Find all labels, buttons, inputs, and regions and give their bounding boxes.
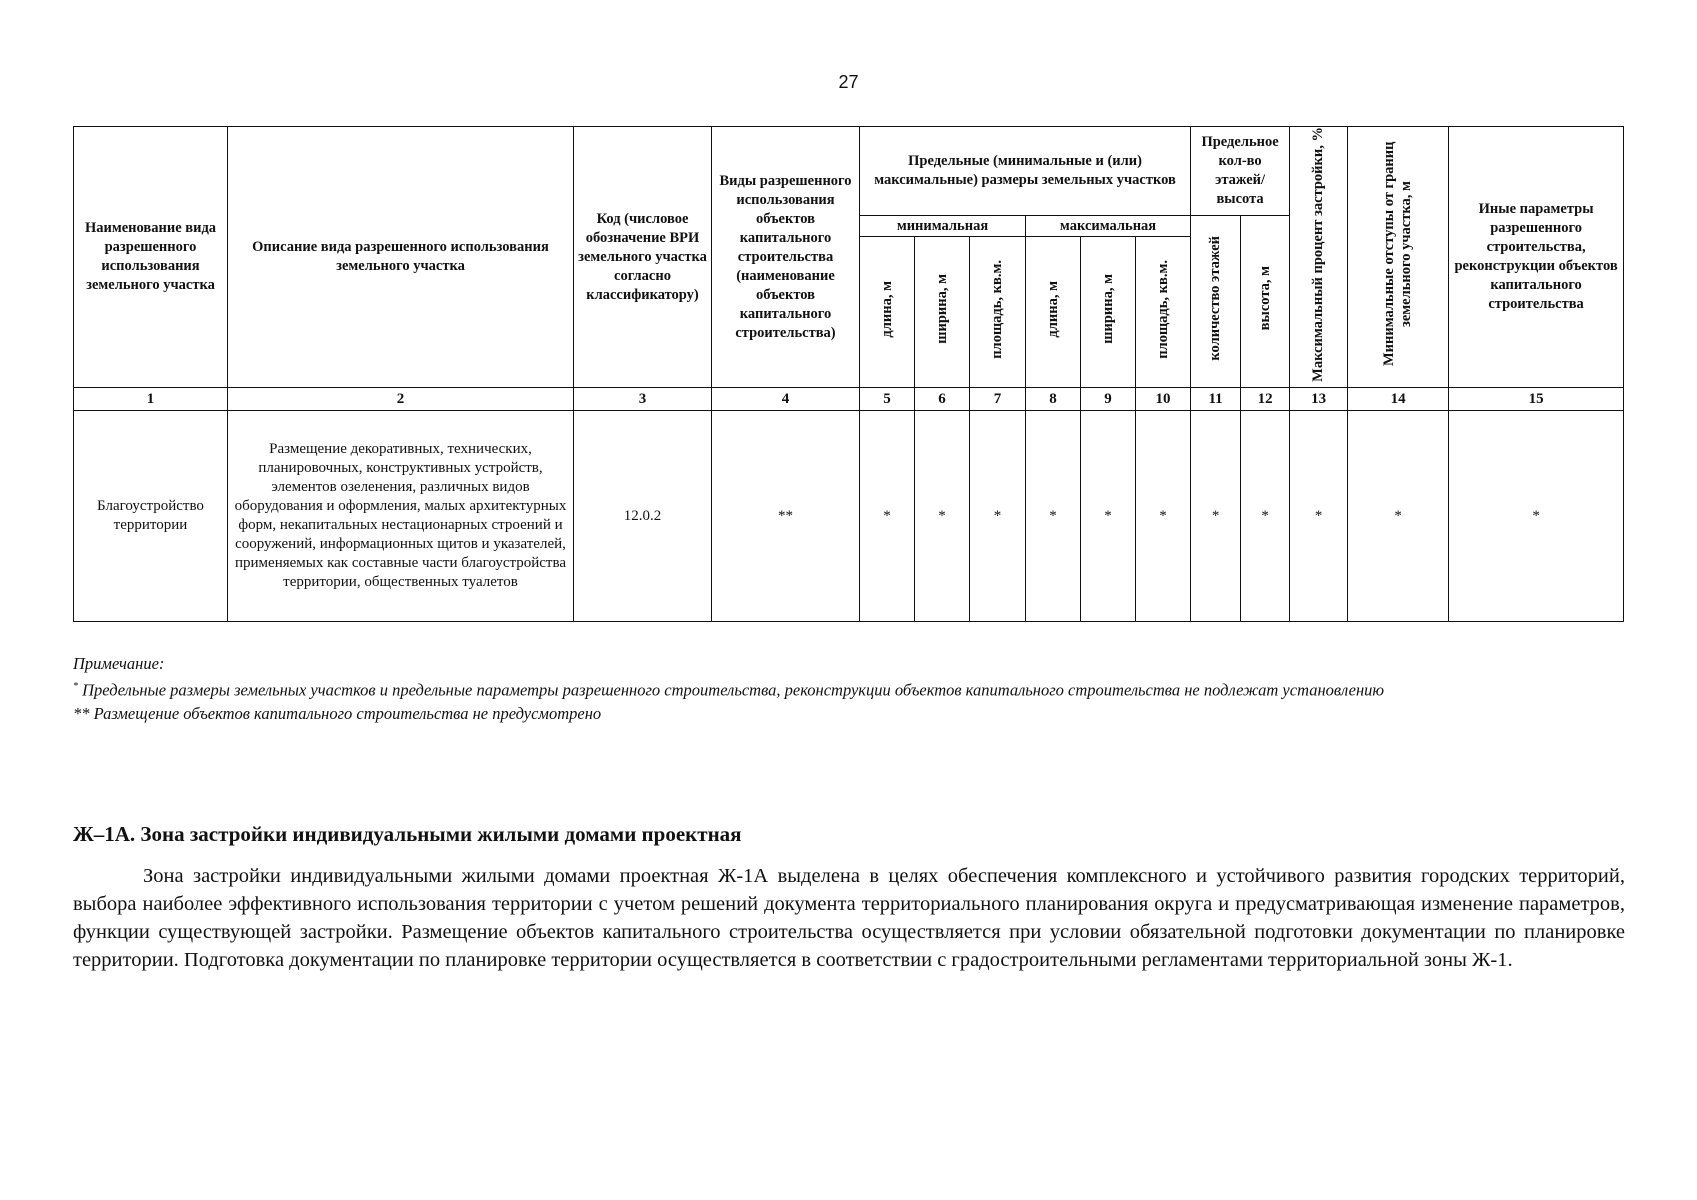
header-min-area: площадь, кв.м. bbox=[970, 237, 1026, 388]
column-number: 2 bbox=[228, 388, 574, 411]
column-number: 1 bbox=[74, 388, 228, 411]
header-max-width: ширина, м bbox=[1081, 237, 1136, 388]
header-oks-types: Виды разрешенного использования объектов капитального строительства (наименование объектов капитального строительства) bbox=[712, 127, 860, 388]
page-number: 27 bbox=[838, 72, 859, 92]
row-use-name: Благоустройство территории bbox=[74, 411, 228, 622]
header-floors-height-limits: Предельное кол-во этажей/ высота bbox=[1191, 127, 1290, 216]
header-code: Код (числовое обозначение ВРИ земельного участка согласно классификатору) bbox=[574, 127, 712, 388]
row-value: * bbox=[1191, 411, 1241, 622]
column-number: 4 bbox=[712, 388, 860, 411]
header-height: высота, м bbox=[1241, 216, 1290, 388]
header-other-parameters: Иные параметры разрешенного строительства, реконструкции объектов капитального строительства bbox=[1449, 127, 1624, 388]
column-numbers-row bbox=[74, 388, 1624, 411]
header-use-description: Описание вида разрешенного использования земельного участка bbox=[228, 127, 574, 388]
header-permitted-use-name: Наименование вида разрешенного использования земельного участка bbox=[74, 127, 228, 388]
row-value: * bbox=[1136, 411, 1191, 622]
column-number: 9 bbox=[1081, 388, 1136, 411]
note-line-1: * Предельные размеры земельных участков и предельные параметры разрешенного строительства, реконструкции объектов капитального строительства не подлежат установлению bbox=[73, 680, 1385, 700]
table-note bbox=[73, 652, 1625, 725]
row-value: * bbox=[1081, 411, 1136, 622]
header-min-length: длина, м bbox=[860, 237, 915, 388]
regulations-table bbox=[73, 126, 1624, 622]
header-min-setbacks: Минимальные отступы от границ земельного участка, м bbox=[1348, 127, 1449, 388]
section-paragraph: Зона застройки индивидуальными жилыми домами проектная Ж-1А выделена в целях обеспечения комплексного и устойчивого развития городских территорий, выбора наиболее эффективного использования территории с учетом решений документа территориального планирования округа и предусматривающая изменение параметров, функции существующей застройки. Размещение объектов капитального строительства осуществляется при условии обязательной подготовки документации по планировке территории. Подготовка документации по планировке территории осуществляется в соответствии с градостроительными регламентами территориальной зоны Ж-1. bbox=[73, 865, 1625, 971]
row-use-description: Размещение декоративных, технических, планировочных, конструктивных устройств, элементов озеленения, различных видов оборудования и оформления, малых архитектурных форм, некапитальных нестационарных строений и сооружений, информационных щитов и указателей, применяемых как составные части благоустройства территории, общественных туалетов bbox=[228, 411, 574, 622]
header-floor-count: количество этажей bbox=[1191, 216, 1241, 388]
column-number: 14 bbox=[1348, 388, 1449, 411]
note-title: Примечание: bbox=[73, 654, 165, 673]
table-row bbox=[74, 411, 1624, 622]
column-number: 10 bbox=[1136, 388, 1191, 411]
note-marker: * bbox=[73, 681, 78, 692]
column-number: 15 bbox=[1449, 388, 1624, 411]
column-number: 6 bbox=[915, 388, 970, 411]
header-minimum: минимальная bbox=[860, 216, 1026, 237]
header-max-length: длина, м bbox=[1026, 237, 1081, 388]
header-min-width: ширина, м bbox=[915, 237, 970, 388]
row-value: * bbox=[1026, 411, 1081, 622]
row-value: * bbox=[1241, 411, 1290, 622]
header-maximum: максимальная bbox=[1026, 216, 1191, 237]
column-number: 8 bbox=[1026, 388, 1081, 411]
section-heading: Ж–1А. Зона застройки индивидуальными жилыми домами проектная bbox=[73, 822, 742, 846]
note-line-2: ** Размещение объектов капитального строительства не предусмотрено bbox=[73, 703, 602, 723]
header-max-building-percent: Максимальный процент застройки, % bbox=[1290, 127, 1348, 388]
row-value: * bbox=[1290, 411, 1348, 622]
column-number: 3 bbox=[574, 388, 712, 411]
row-value: * bbox=[1449, 411, 1624, 622]
row-oks: ** bbox=[712, 411, 860, 622]
row-value: * bbox=[915, 411, 970, 622]
row-value: * bbox=[1348, 411, 1449, 622]
header-plot-size-limits: Предельные (минимальные и (или) максимальные) размеры земельных участков bbox=[860, 127, 1191, 216]
row-value: * bbox=[970, 411, 1026, 622]
header-max-area: площадь, кв.м. bbox=[1136, 237, 1191, 388]
column-number: 11 bbox=[1191, 388, 1241, 411]
column-number: 5 bbox=[860, 388, 915, 411]
row-value: * bbox=[860, 411, 915, 622]
column-number: 7 bbox=[970, 388, 1026, 411]
row-code: 12.0.2 bbox=[574, 411, 712, 622]
column-number: 13 bbox=[1290, 388, 1348, 411]
column-number: 12 bbox=[1241, 388, 1290, 411]
